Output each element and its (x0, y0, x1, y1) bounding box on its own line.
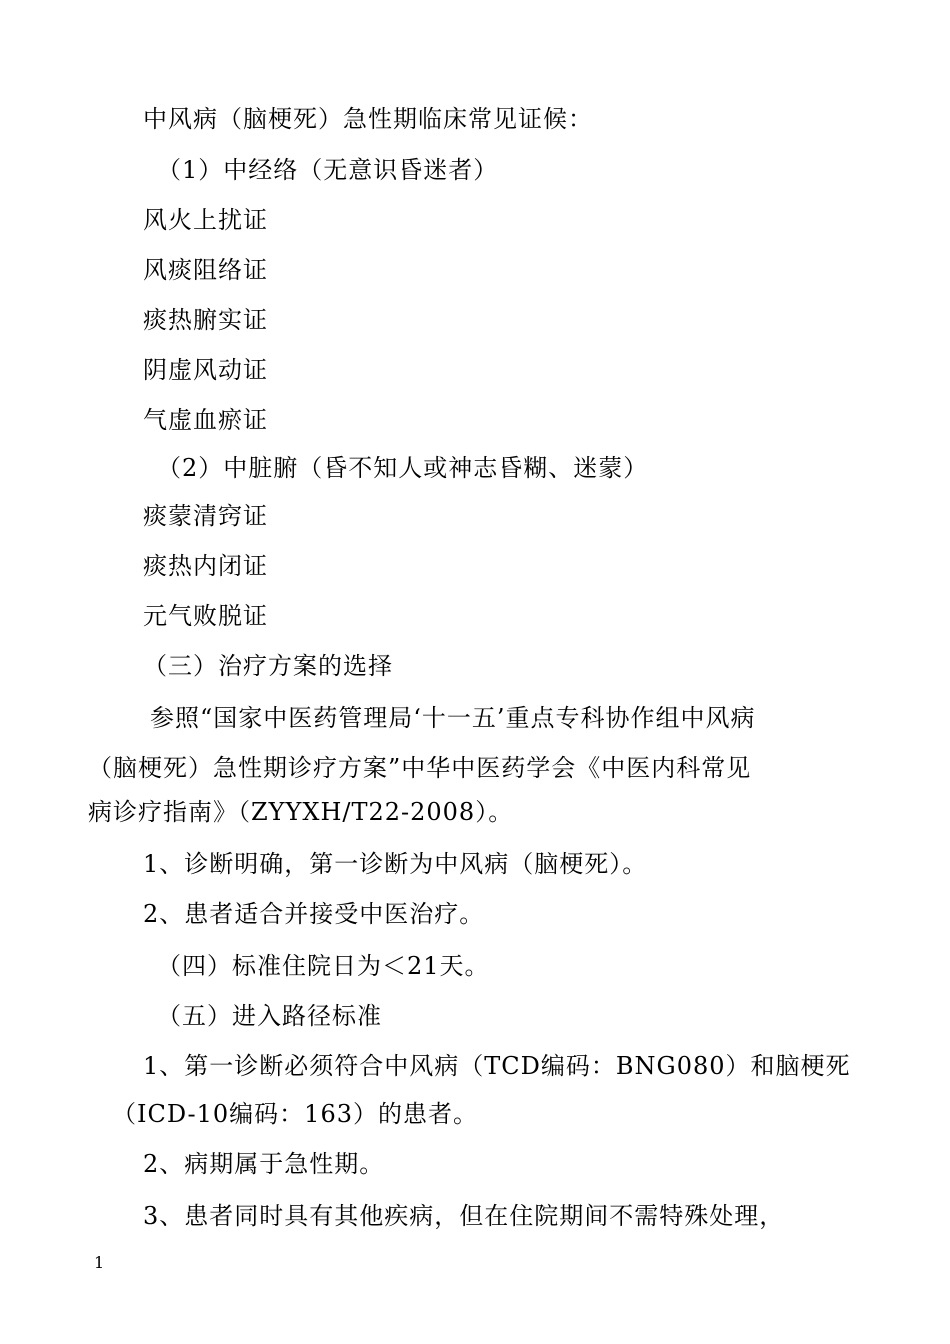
section-heading: （三）治疗方案的选择 (143, 652, 393, 680)
list-item: 痰蒙清窍证 (143, 502, 268, 530)
paragraph-line: （脑梗死）急性期诊疗方案”中华中医药学会《中医内科常见 (88, 754, 752, 782)
section-heading: 中风病（脑梗死）急性期临床常见证候： (143, 105, 593, 133)
page-number: 1 (94, 1253, 105, 1272)
list-item: 1、诊断明确，第一诊断为中风病（脑梗死）。 (143, 850, 648, 878)
list-item: 元气败脱证 (143, 602, 268, 630)
list-item: 痰热内闭证 (143, 552, 268, 580)
list-item: 痰热腑实证 (143, 306, 268, 334)
section-heading: （五）进入路径标准 (157, 1002, 382, 1030)
list-item: 3、患者同时具有其他疾病，但在住院期间不需特殊处理， (143, 1202, 785, 1230)
paragraph-line: （ICD-10编码：163）的患者。 (112, 1100, 478, 1128)
paragraph-line: 参照“国家中医药管理局‘十一五’重点专科协作组中风病 (150, 704, 756, 732)
paragraph-line: 病诊疗指南》（ZYYXH/T22-2008）。 (88, 798, 514, 826)
subheading: （2）中脏腑（昏不知人或神志昏糊、迷蒙） (157, 454, 649, 482)
list-item: 2、病期属于急性期。 (143, 1150, 385, 1178)
list-item: 风痰阻络证 (143, 256, 268, 284)
list-item: 阴虚风动证 (143, 356, 268, 384)
section-heading: （四）标准住院日为＜21天。 (157, 952, 490, 980)
list-item: 1、第一诊断必须符合中风病（TCD编码：BNG080）和脑梗死 (143, 1052, 851, 1080)
list-item: 风火上扰证 (143, 206, 268, 234)
list-item: 气虚血瘀证 (143, 406, 268, 434)
subheading: （1）中经络（无意识昏迷者） (157, 156, 499, 184)
list-item: 2、患者适合并接受中医治疗。 (143, 900, 485, 928)
